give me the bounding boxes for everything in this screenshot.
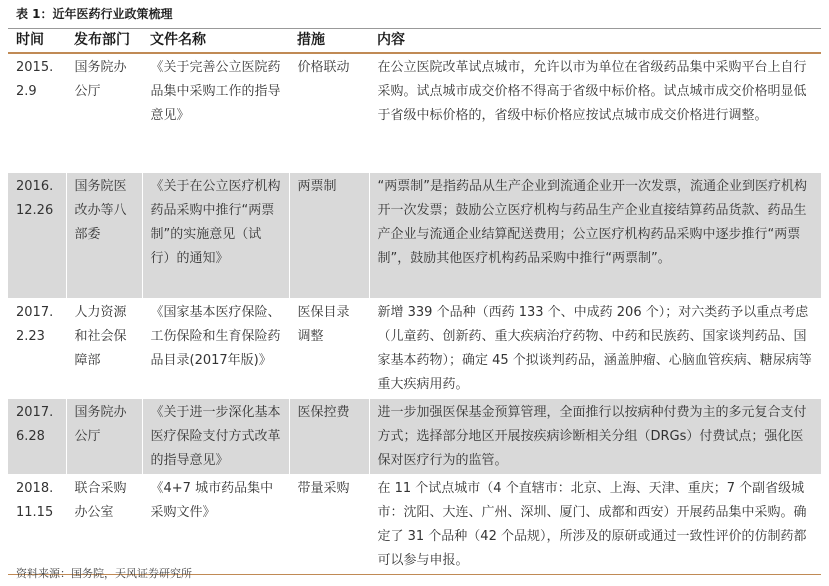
cell-date: 2018.11.15 <box>8 475 66 575</box>
cell-measure: 医保目录调整 <box>289 299 369 399</box>
cell-content: “两票制”是指药品从生产企业到流通企业开一次发票，流通企业到医疗机构开一次发票；鼓励公立医疗机构与药品生产企业直接结算药品货款、药品生产企业与流通企业结算配送费用；公立医疗机构药品采购中逐步推行“两票制”，鼓励其他医疗机构药品采购中推行“两票制”。 <box>369 173 821 299</box>
source-note: 资料来源：国务院，天风证券研究所 <box>16 567 192 580</box>
header-doc: 文件名称 <box>142 29 289 53</box>
cell-content: 在 11 个试点城市（4 个直辖市：北京、上海、天津、重庆；7 个副省级城市：沈阳、大连、广州、深圳、厦门、成都和西安）开展药品集中采购。确定了 31 个品种（42 个品规），所涉及的原研或通过一致性评价的仿制药都可以参与申报。 <box>369 475 821 575</box>
cell-dept: 国务院医改办等八部委 <box>66 173 142 299</box>
cell-date: 2017.2.23 <box>8 299 66 399</box>
cell-date: 2017.6.28 <box>8 399 66 475</box>
cell-measure: 医保控费 <box>289 399 369 475</box>
cell-date: 2016.12.26 <box>8 173 66 299</box>
table-row <box>8 399 821 475</box>
cell-content: 进一步加强医保基金预算管理，全面推行以按病种付费为主的多元复合支付方式；选择部分地区开展按疾病诊断相关分组（DRGs）付费试点；强化医保对医疗行为的监管。 <box>369 399 821 475</box>
cell-measure: 两票制 <box>289 173 369 299</box>
cell-doc: 《关于进一步深化基本医疗保险支付方式改革的指导意见》 <box>142 399 289 475</box>
header-measure: 措施 <box>289 29 369 53</box>
cell-doc: 《4+7 城市药品集中采购文件》 <box>142 475 289 575</box>
cell-dept: 人力资源和社会保障部 <box>66 299 142 399</box>
cell-doc: 《国家基本医疗保险、工伤保险和生育保险药品目录(2017年版)》 <box>142 299 289 399</box>
table-row <box>8 173 821 299</box>
table-row <box>8 475 821 575</box>
cell-measure: 价格联动 <box>289 53 369 173</box>
table-title: 表 1：近年医药行业政策梳理 <box>16 7 173 21</box>
cell-content: 在公立医院改革试点城市，允许以市为单位在省级药品集中采购平台上自行采购。试点城市成交价格不得高于省级中标价格。试点城市成交价格明显低于省级中标价格的，省级中标价格应按试点城市成交价格进行调整。 <box>369 53 821 173</box>
policy-table <box>8 28 821 575</box>
cell-dept: 国务院办公厅 <box>66 399 142 475</box>
cell-dept: 联合采购办公室 <box>66 475 142 575</box>
table-header-row <box>8 29 821 53</box>
header-content: 内容 <box>369 29 821 53</box>
cell-doc: 《关于完善公立医院药品集中采购工作的指导意见》 <box>142 53 289 173</box>
cell-content: 新增 339 个品种（西药 133 个、中成药 206 个）；对六类药予以重点考虑（儿童药、创新药、重大疾病治疗药物、中药和民族药、国家谈判药品、国家基本药物）；确定 45 个拟谈判药品，涵盖肿瘤、心脑血管疾病、糖尿病等重大疾病用药。 <box>369 299 821 399</box>
cell-measure: 带量采购 <box>289 475 369 575</box>
cell-doc: 《关于在公立医疗机构药品采购中推行“两票制”的实施意见（试行）的通知》 <box>142 173 289 299</box>
header-dept: 发布部门 <box>66 29 142 53</box>
header-date: 时间 <box>8 29 66 53</box>
cell-date: 2015.2.9 <box>8 53 66 173</box>
cell-dept: 国务院办公厅 <box>66 53 142 173</box>
table-row <box>8 299 821 399</box>
table-row <box>8 53 821 173</box>
